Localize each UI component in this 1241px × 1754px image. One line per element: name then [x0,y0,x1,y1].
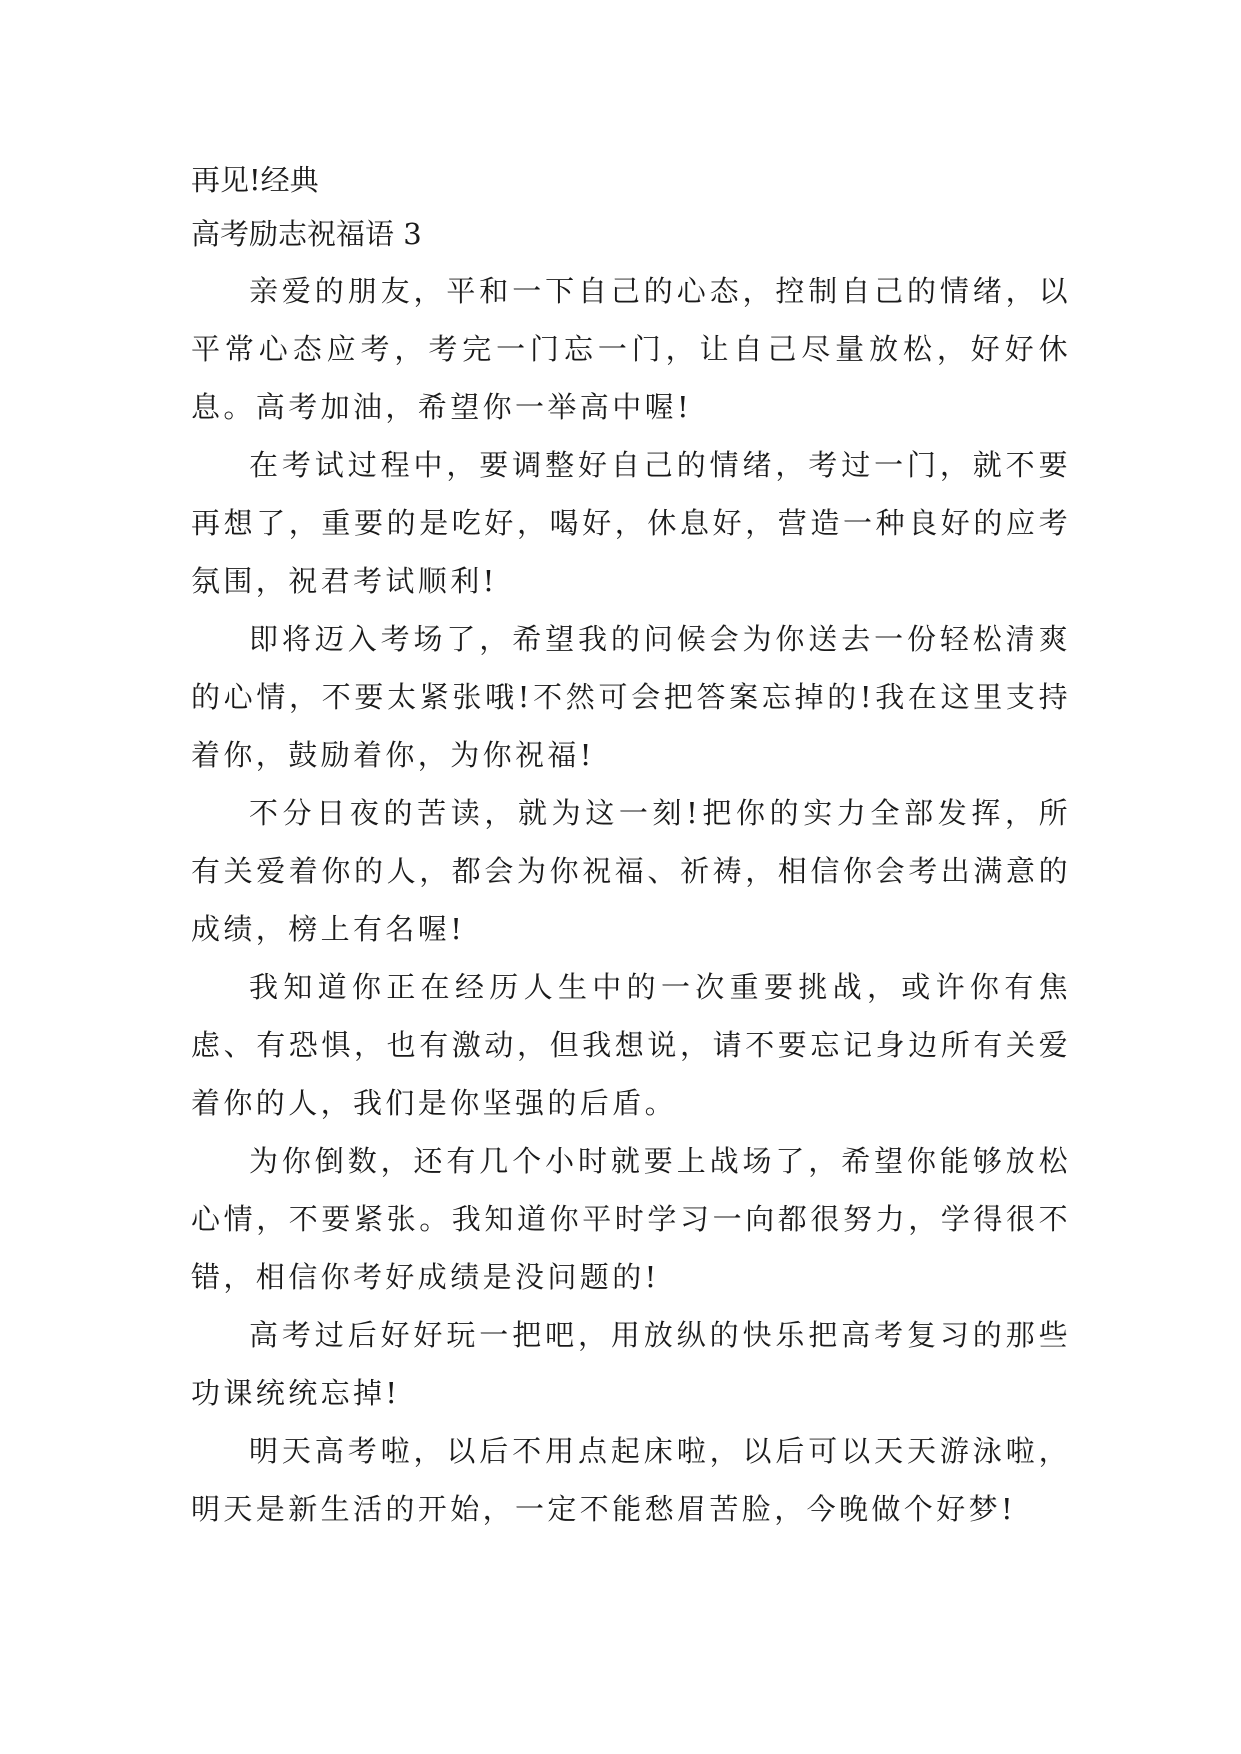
paragraph-5: 我知道你正在经历人生中的一次重要挑战，或许你有焦虑、有恐惧，也有激动，但我想说，请不要忘记身边所有关爱着你的人，我们是你坚强的后盾。 [191,970,1071,1120]
paragraph-6: 为你倒数，还有几个小时就要上战场了，希望你能够放松心情，不要紧张。我知道你平时学习一向都很努力，学得很不错，相信你考好成绩是没问题的! [191,1144,1071,1294]
paragraph-7: 高考过后好好玩一把吧，用放纵的快乐把高考复习的那些功课统统忘掉! [191,1318,1071,1410]
paragraph-4: 不分日夜的苦读，就为这一刻!把你的实力全部发挥，所有关爱着你的人，都会为你祝福、祈祷，相信你会考出满意的成绩，榜上有名喔! [191,796,1071,946]
document-page [191,158,1071,1538]
section-title: 高考励志祝福语 3 [191,217,422,251]
paragraph-2: 在考试过程中，要调整好自己的情绪，考过一门，就不要再想了，重要的是吃好，喝好，休息好，营造一种良好的应考氛围，祝君考试顺利! [191,448,1071,598]
paragraph-3: 即将迈入考场了，希望我的问候会为你送去一份轻松清爽的心情，不要太紧张哦!不然可会把答案忘掉的!我在这里支持着你，鼓励着你，为你祝福! [191,622,1071,772]
paragraph-1: 亲爱的朋友，平和一下自己的心态，控制自己的情绪，以平常心态应考，考完一门忘一门，让自己尽量放松，好好休息。高考加油，希望你一举高中喔! [191,274,1071,424]
header-line: 再见!经典 [191,163,319,197]
paragraph-8: 明天高考啦，以后不用点起床啦，以后可以天天游泳啦，明天是新生活的开始，一定不能愁眉苦脸，今晚做个好梦! [191,1434,1071,1526]
